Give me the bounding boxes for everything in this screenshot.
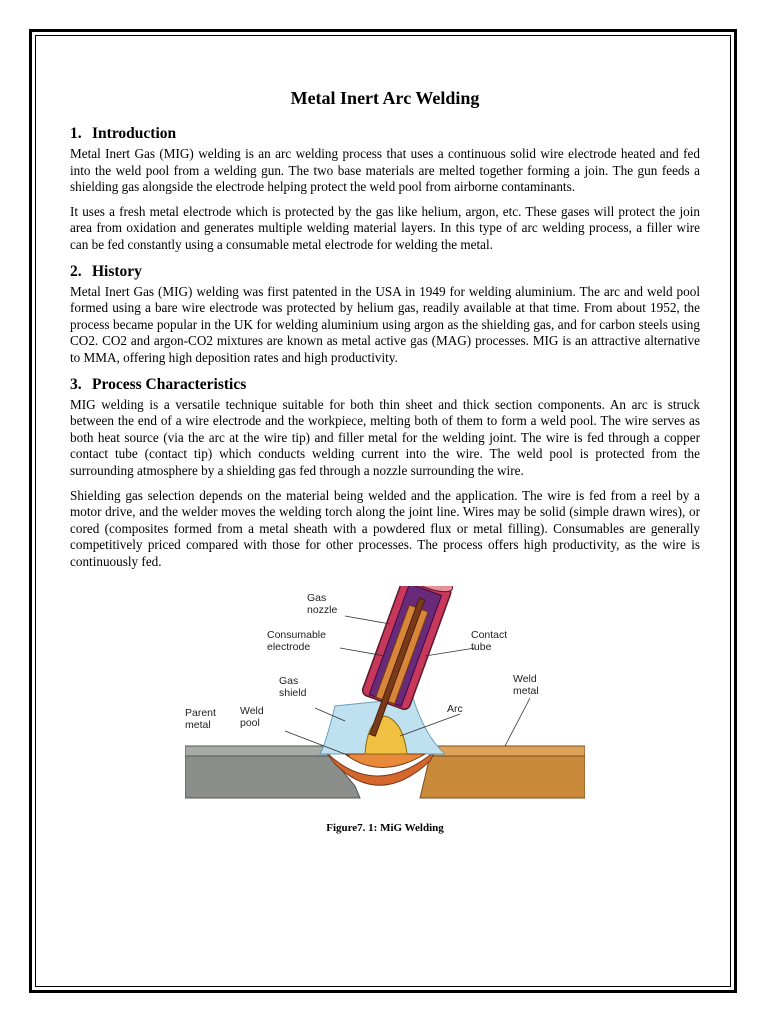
weld-metal-plate bbox=[420, 756, 585, 798]
parent-metal-top bbox=[185, 746, 330, 756]
mig-welding-diagram bbox=[185, 586, 585, 816]
document-title: Metal Inert Arc Welding bbox=[290, 88, 480, 108]
paragraph: It uses a fresh metal electrode which is protected by the gas like helium, argon, etc. These gases will protect the join area from oxidation and generates multiple welding material layers. In this type of arc welding process, a filler wire can be fed constantly using a consumable metal electrode for welding the metal. bbox=[70, 203, 700, 252]
section-heading: 3. Process Characteristics bbox=[70, 375, 247, 393]
welding-illustration bbox=[185, 586, 585, 816]
svg-text:nozzle: nozzle bbox=[307, 604, 338, 617]
label-consumable-electrode: Consumable bbox=[267, 629, 326, 642]
label-parent-metal: Parent bbox=[185, 707, 216, 720]
label-gas-nozzle: Gas bbox=[307, 592, 327, 605]
label-arc: Arc bbox=[447, 703, 463, 716]
svg-text:shield: shield bbox=[279, 687, 307, 700]
section-heading: 1. Introduction bbox=[70, 125, 177, 142]
label-weld-pool: Weld bbox=[240, 705, 264, 718]
svg-text:metal: metal bbox=[185, 719, 211, 732]
svg-text:tube: tube bbox=[471, 641, 492, 654]
paragraph: MIG welding is a versatile technique suitable for both thin sheet and thick section components. An arc is struck between the end of a wire electrode and the workpiece, melting both of them to form a weld pool. The wire serves as both heat source (via the arc at the wire tip) and filler metal for the welding joint. The wire is fed through a copper contact tube (contact tip) which conducts welding current into the wire. The weld pool is protected from the surrounding atmosphere by a shielding gas fed through a nozzle surrounding the wire. bbox=[70, 396, 700, 478]
label-contact-tube: Contact bbox=[471, 629, 508, 642]
figure-caption: Figure7. 1: MiG Welding bbox=[326, 822, 444, 835]
svg-text:pool: pool bbox=[240, 717, 260, 730]
section-process-characteristics bbox=[70, 375, 700, 571]
section-introduction bbox=[70, 124, 700, 254]
paragraph: Metal Inert Gas (MIG) welding is an arc welding process that uses a continuous solid wire electrode heated and fed into the weld pool from a welding gun. The two base materials are melted together forming a join. The gun feeds a shielding gas alongside the electrode helping protect the weld pool from airborne contaminants. bbox=[70, 146, 700, 195]
label-weld-metal: Weld bbox=[513, 673, 537, 686]
weld-pool bbox=[345, 754, 425, 768]
section-history bbox=[70, 262, 700, 367]
svg-text:electrode: electrode bbox=[267, 641, 311, 654]
document-body bbox=[70, 86, 700, 834]
paragraph: Metal Inert Gas (MIG) welding was first patented in the USA in 1949 for welding aluminium. The arc and weld pool formed using a bare wire electrode was protected by helium gas, readily available at that time. From about 1952, the process became popular in the UK for welding aluminium using argon as the shielding gas, and for carbon steels using CO2. CO2 and argon-CO2 mixtures are known as metal active gas (MAG) processes. MIG is an attractive alternative to MMA, offering high deposition rates and high productivity. bbox=[70, 283, 700, 365]
section-heading: 2. History bbox=[70, 262, 142, 280]
weld-metal-top bbox=[430, 746, 585, 756]
paragraph: Shielding gas selection depends on the material being welded and the application. The wire is fed from a reel by a motor drive, and the welder moves the welding torch along the joint line. Wires may be solid (simple drawn wires), or cored (composites formed from a metal sheath with a powdered flux or metal filling). Consumables are generally competitively priced compared with those for other processes. The process offers high productivity, as the wire is continuously fed. bbox=[70, 487, 700, 569]
label-gas-shield: Gas bbox=[279, 675, 299, 688]
svg-text:metal: metal bbox=[513, 685, 539, 698]
